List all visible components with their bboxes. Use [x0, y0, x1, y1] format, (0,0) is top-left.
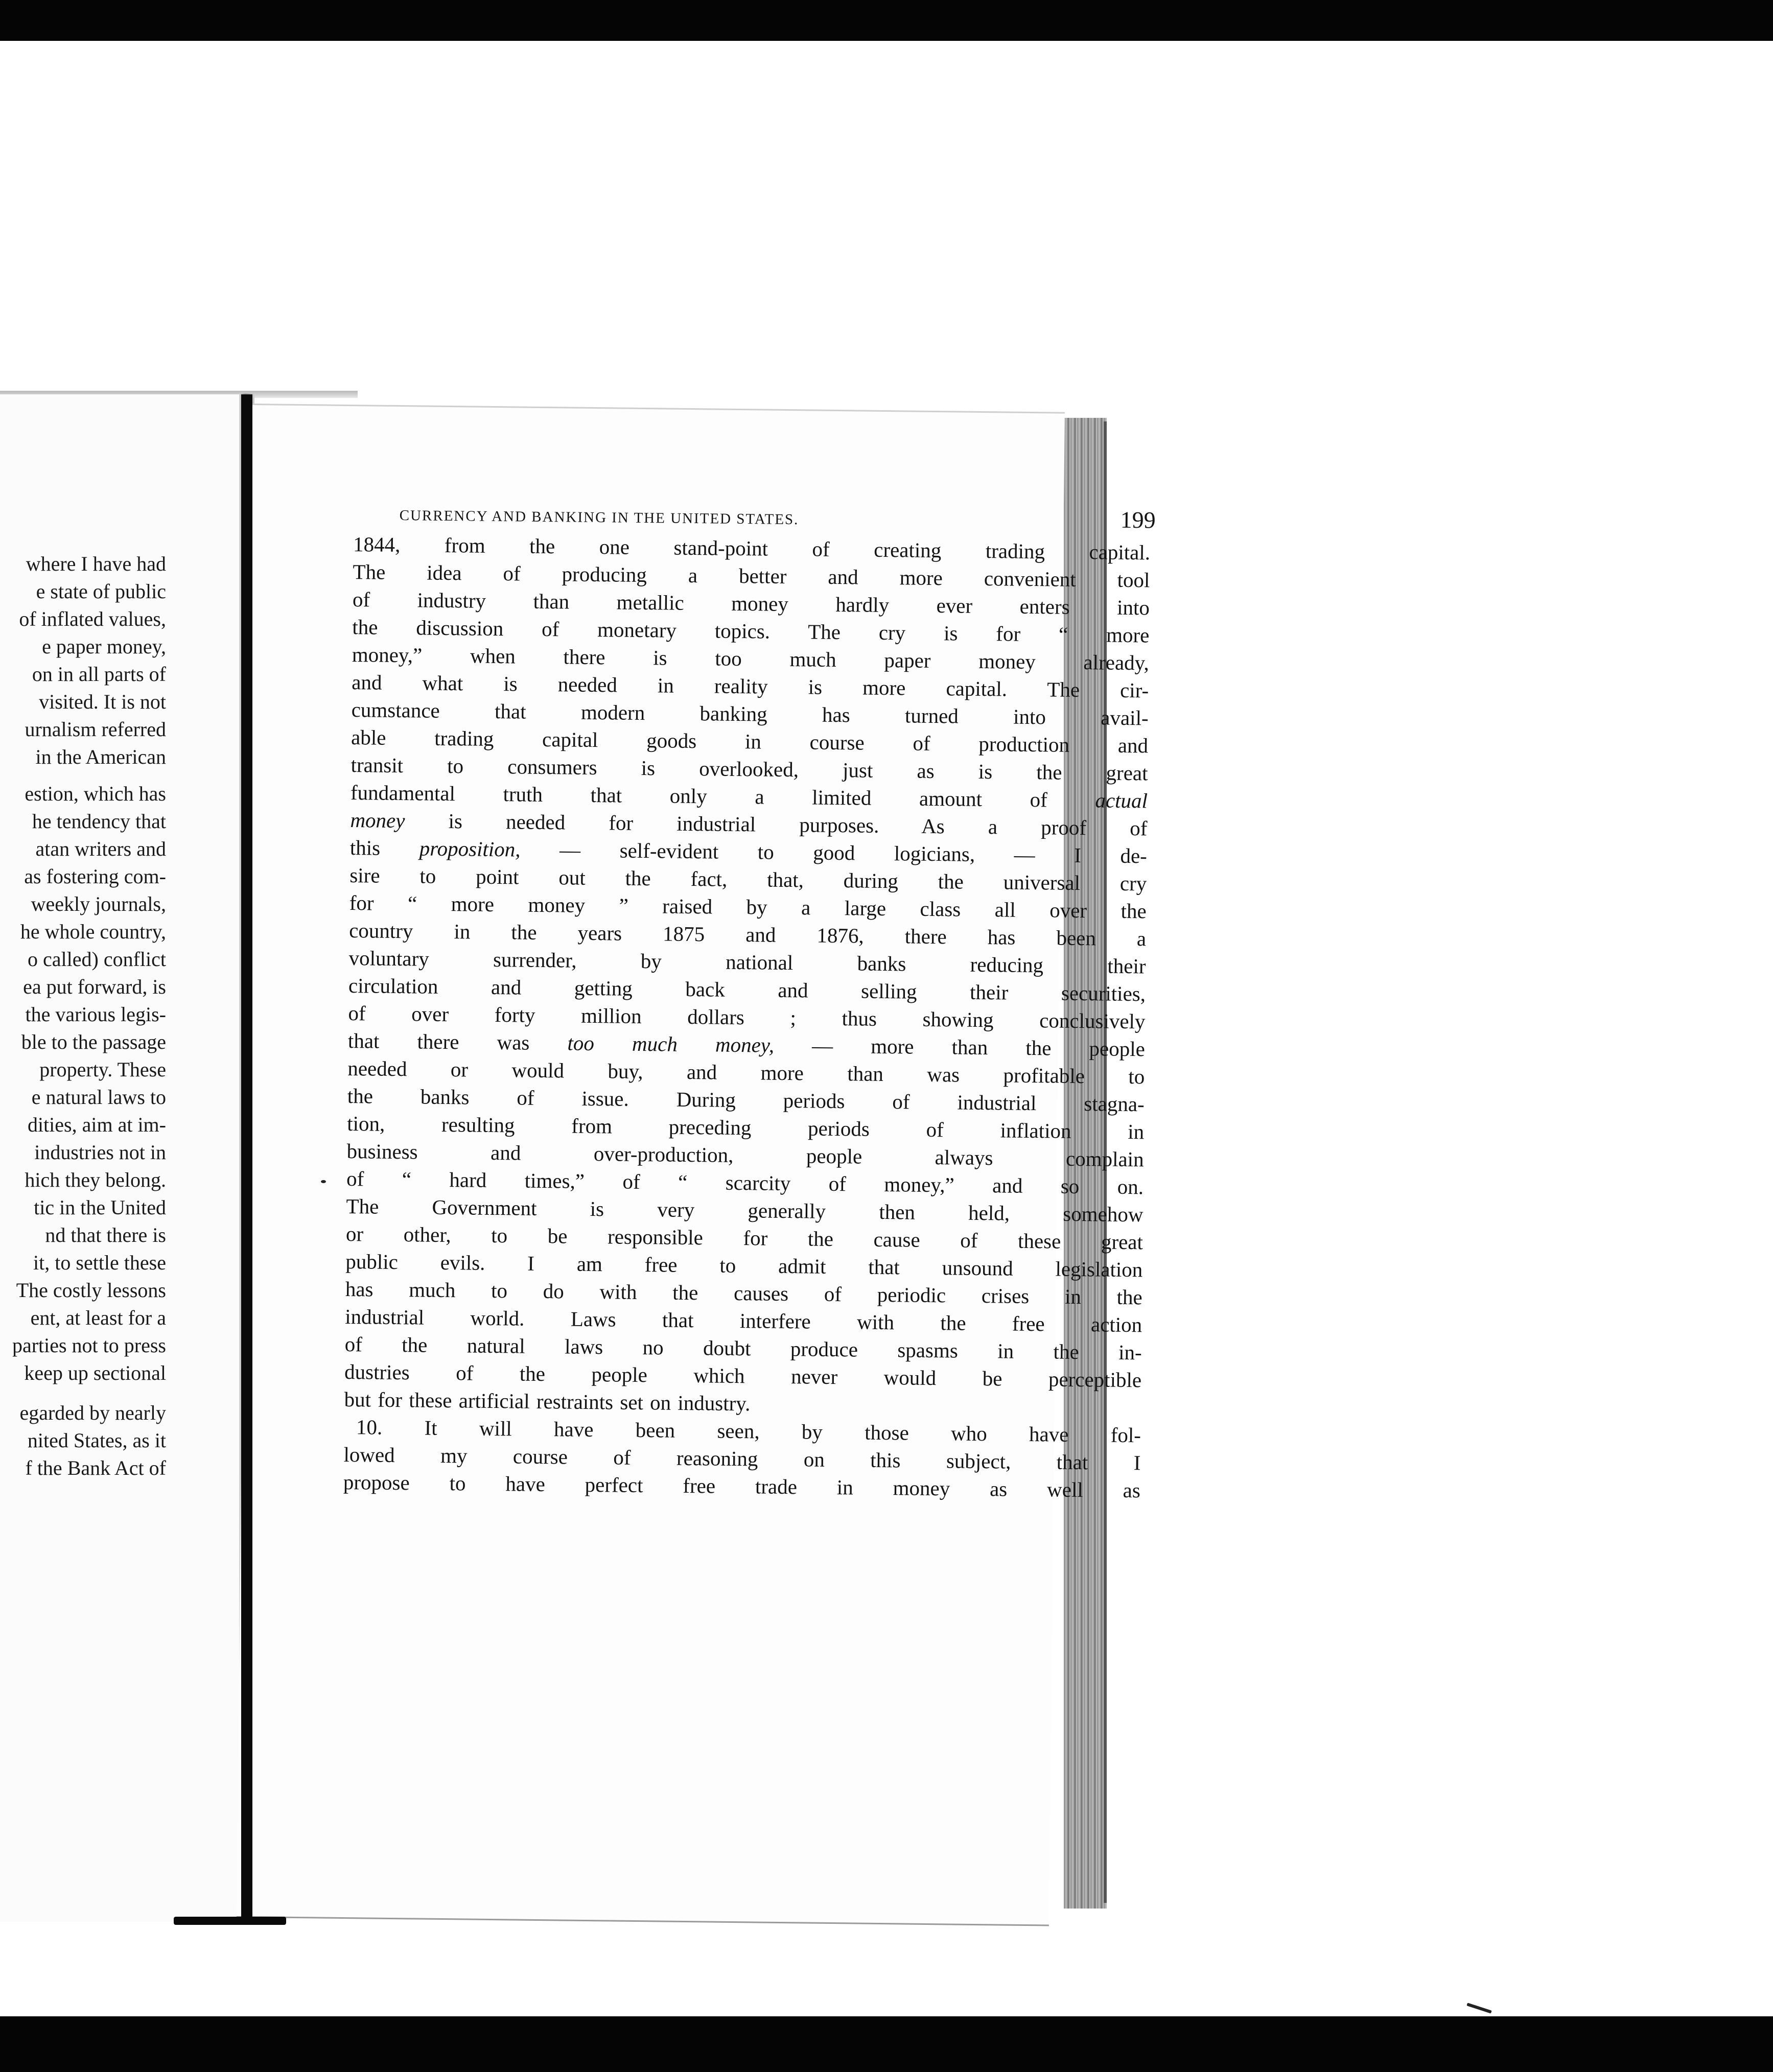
text-segment: is needed for industrial purposes. As a proof of	[448, 809, 1148, 840]
left-page-line: he tendency that	[32, 810, 166, 833]
text-line: propose to have perfect free trade in money as well as	[343, 1470, 1141, 1502]
left-page-line: e state of public	[36, 580, 166, 603]
left-page-line: keep up sectional	[24, 1361, 166, 1384]
text-line: transit to consumers is overlooked, just as is the great	[351, 753, 1148, 785]
text-line: money,” when there is too much paper money already,	[352, 643, 1150, 675]
left-page-line: it, to settle these	[33, 1251, 166, 1274]
text-segment: this	[349, 836, 381, 860]
left-page-line: tic in the United	[34, 1196, 166, 1219]
text-line: of “ hard times,” of “ scarcity of money,” and so on.	[346, 1167, 1144, 1199]
text-segment: — more than the people	[811, 1033, 1146, 1061]
text-line: The Government is very generally then held, somehow	[346, 1194, 1144, 1227]
text-line: the discussion of monetary topics. The cry is for “ more	[352, 615, 1150, 647]
text-line: able trading capital goods in course of production and	[351, 725, 1149, 758]
left-page-line: f the Bank Act of	[25, 1456, 166, 1479]
text-line: the banks of issue. During periods of industrial stagna-	[347, 1084, 1145, 1116]
left-page-line: egarded by nearly	[19, 1401, 166, 1424]
text-line: but for these artificial restraints set on industry.	[344, 1387, 751, 1416]
italic-text: money	[350, 808, 405, 833]
text-line: of industry than metallic money hardly ever enters into	[352, 587, 1150, 620]
text-line: lowed my course of reasoning on this subject, that I	[343, 1442, 1141, 1475]
text-line: dustries of the people which never would be perceptible	[344, 1359, 1142, 1392]
left-page-line: dities, aim at im-	[27, 1113, 166, 1136]
left-page-line: nd that there is	[45, 1223, 166, 1246]
text-line: business and over-production, people always complain	[346, 1139, 1144, 1171]
left-page-line: he whole country,	[20, 920, 166, 943]
book-spine	[241, 394, 252, 1922]
right-page	[237, 404, 1156, 1926]
bottom-scan-border	[0, 2016, 1773, 2072]
left-page-line: of inflated values,	[19, 607, 166, 630]
text-line: The idea of producing a better and more convenient tool	[353, 560, 1150, 592]
left-page-line: weekly journals,	[31, 892, 166, 915]
text-line: has much to do with the causes of periodic crises in the	[345, 1277, 1143, 1309]
left-page-line: atan writers and	[35, 837, 166, 860]
body-text	[343, 530, 1151, 1504]
left-page-line: e paper money,	[42, 635, 166, 658]
left-page-line: in the American	[35, 745, 166, 768]
text-line: of the natural laws no doubt produce spasms in the in-	[344, 1332, 1142, 1364]
text-line: country in the years 1875 and 1876, there has been a	[348, 919, 1147, 951]
left-page-line: ea put forward, is	[23, 975, 166, 998]
text-line: cumstance that modern banking has turned into avail-	[351, 698, 1149, 730]
text-segment: fundamental truth that only a limited amount of	[350, 781, 1048, 812]
text-line: needed or would buy, and more than was profitable to	[347, 1056, 1145, 1089]
text-segment: that there was	[347, 1029, 530, 1054]
text-line: tion, resulting from preceding periods of inflation in	[347, 1112, 1145, 1144]
text-line: of over forty million dollars ; thus showing conclusively	[348, 1001, 1146, 1033]
text-segment: — self-evident to good logicians, — I de-	[559, 838, 1148, 868]
text-line: circulation and getting back and selling their securities,	[348, 974, 1146, 1006]
text-line: industrial world. Laws that interfere with the free action	[345, 1304, 1142, 1337]
text-line: and what is needed in reality is more capital. The cir-	[352, 670, 1149, 702]
dust-speck	[321, 1180, 326, 1183]
left-page	[0, 394, 244, 1922]
text-line: 1844, from the one stand-point of creating trading capital.	[353, 532, 1151, 564]
left-page-line: on in all parts of	[32, 663, 166, 686]
left-page-line: where I have had	[26, 552, 166, 575]
text-line: 10. It will have been seen, by those who have fol-	[356, 1415, 1141, 1447]
left-page-line: industries not in	[34, 1141, 166, 1164]
left-page-line: ent, at least for a	[30, 1306, 166, 1329]
running-header	[400, 499, 1156, 533]
top-scan-border	[0, 0, 1773, 41]
text-line: for “ more money ” raised by a large class all over the	[349, 891, 1147, 923]
page-number: 199	[1120, 506, 1156, 533]
left-page-line: ble to the passage	[21, 1030, 166, 1053]
running-title: CURRENCY AND BANKING IN THE UNITED STATES.	[399, 507, 799, 528]
left-page-line: nited States, as it	[27, 1429, 166, 1452]
left-page-line: as fostering com-	[24, 865, 166, 888]
left-page-line: property. These	[39, 1058, 166, 1081]
binding-bottom-edge	[174, 1917, 286, 1925]
left-page-line: estion, which has	[25, 782, 166, 805]
left-page-line: urnalism referred	[25, 718, 166, 741]
text-line: or other, to be responsible for the cause of these great	[345, 1222, 1144, 1254]
left-page-line: The costly lessons	[16, 1279, 166, 1302]
left-page-line: the various legis-	[25, 1003, 166, 1026]
dust-speck	[1466, 2003, 1491, 2013]
left-page-line: parties not to press	[12, 1334, 166, 1357]
italic-text: proposition,	[419, 836, 521, 861]
left-page-line: o called) conflict	[28, 948, 166, 971]
italic-text: actual	[1095, 788, 1148, 813]
left-page-line: e natural laws to	[31, 1086, 166, 1109]
text-line: public evils. I am free to admit that unsound legislation	[345, 1250, 1143, 1282]
italic-text: too much money,	[567, 1031, 775, 1057]
text-line: sire to point out the fact, that, during the universal cry	[349, 863, 1147, 896]
left-page-line: hich they belong.	[25, 1168, 166, 1191]
left-page-line: visited. It is not	[39, 690, 166, 713]
text-line: voluntary surrender, by national banks reducing their	[348, 946, 1146, 978]
